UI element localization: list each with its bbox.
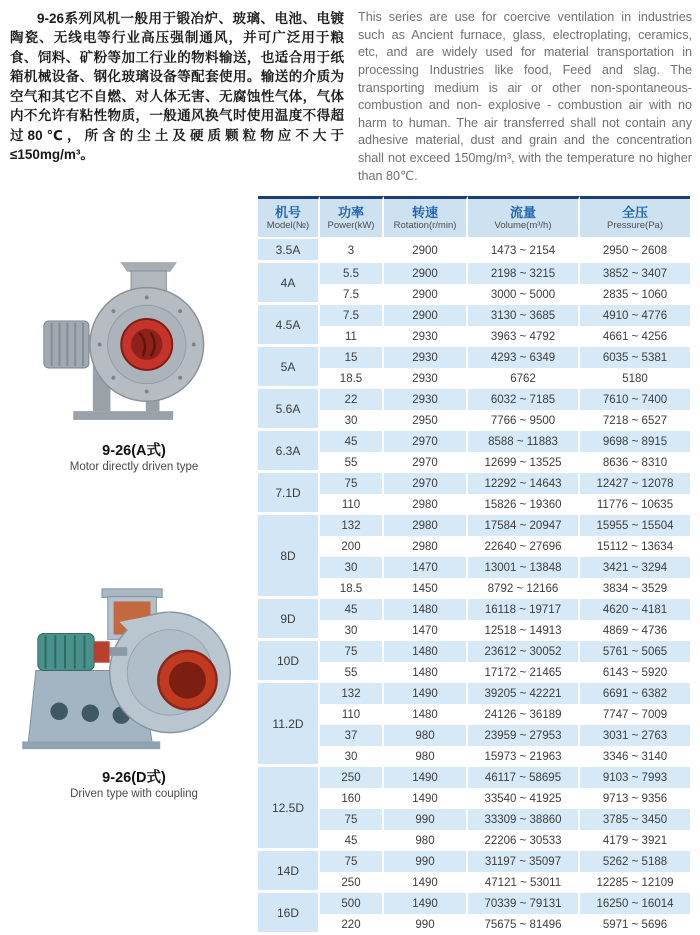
volume-cell: 15973 ~ 21963	[468, 746, 580, 767]
power-cell: 75	[320, 851, 384, 872]
model-cell: 3.5A	[258, 239, 320, 263]
table-row	[258, 515, 690, 536]
spec-table	[258, 196, 690, 935]
power-cell: 132	[320, 515, 384, 536]
figure-fan-a	[10, 256, 258, 473]
model-cell: 11.2D	[258, 683, 320, 767]
volume-cell: 31197 ~ 35097	[468, 851, 580, 872]
rotation-cell: 1490	[384, 767, 468, 788]
table-row	[258, 347, 690, 368]
model-cell: 6.3A	[258, 431, 320, 473]
model-cell: 14D	[258, 851, 320, 893]
rotation-cell: 2980	[384, 536, 468, 557]
pressure-cell: 5971 ~ 5696	[580, 914, 690, 935]
rotation-cell: 1480	[384, 704, 468, 725]
power-cell: 30	[320, 746, 384, 767]
fan-d-shaft	[110, 647, 127, 656]
model-cell: 4A	[258, 263, 320, 305]
pressure-cell: 4869 ~ 4736	[580, 620, 690, 641]
table-row	[258, 239, 690, 263]
pressure-cell: 3785 ~ 3450	[580, 809, 690, 830]
pressure-cell: 8636 ~ 8310	[580, 452, 690, 473]
pressure-cell: 3852 ~ 3407	[580, 263, 690, 284]
volume-cell: 22206 ~ 30533	[468, 830, 580, 851]
power-cell: 30	[320, 620, 384, 641]
model-cell: 12.5D	[258, 767, 320, 851]
table-row	[258, 620, 690, 641]
pressure-cell: 6143 ~ 5920	[580, 662, 690, 683]
col-header-volume: 流量 Volume(m³/h)	[468, 196, 580, 239]
spec-table-header	[258, 196, 690, 239]
power-cell: 37	[320, 725, 384, 746]
rotation-cell: 980	[384, 830, 468, 851]
power-cell: 75	[320, 473, 384, 494]
pressure-cell: 3834 ~ 3529	[580, 578, 690, 599]
rotation-cell: 1480	[384, 599, 468, 620]
pressure-cell: 9713 ~ 9356	[580, 788, 690, 809]
rotation-cell: 990	[384, 809, 468, 830]
table-row	[258, 851, 690, 872]
rotation-cell: 1470	[384, 557, 468, 578]
table-row	[258, 830, 690, 851]
table-row	[258, 431, 690, 452]
power-cell: 55	[320, 662, 384, 683]
pressure-cell: 3421 ~ 3294	[580, 557, 690, 578]
model-cell: 16D	[258, 893, 320, 935]
power-cell: 110	[320, 704, 384, 725]
volume-cell: 7766 ~ 9500	[468, 410, 580, 431]
figure-fan-d	[10, 583, 258, 800]
volume-cell: 33540 ~ 41925	[468, 788, 580, 809]
power-cell: 200	[320, 536, 384, 557]
power-cell: 75	[320, 641, 384, 662]
volume-cell: 22640 ~ 27696	[468, 536, 580, 557]
power-cell: 30	[320, 557, 384, 578]
volume-cell: 8792 ~ 12166	[468, 578, 580, 599]
pressure-cell: 3346 ~ 3140	[580, 746, 690, 767]
volume-cell: 13001 ~ 13848	[468, 557, 580, 578]
power-cell: 18.5	[320, 368, 384, 389]
rotation-cell: 1490	[384, 683, 468, 704]
fan-d-caption: 9-26(D式)	[102, 770, 166, 787]
rotation-cell: 2970	[384, 431, 468, 452]
fan-d-caption-en: Driven type with coupling	[70, 788, 198, 801]
col-header-pressure: 全压 Pressure(Pa)	[580, 196, 690, 239]
pressure-cell: 6035 ~ 5381	[580, 347, 690, 368]
table-row	[258, 704, 690, 725]
intro-section	[0, 0, 700, 185]
table-row	[258, 746, 690, 767]
table-row	[258, 872, 690, 893]
table-row	[258, 536, 690, 557]
table-row	[258, 788, 690, 809]
col-header-model: 机号 Model(№)	[258, 196, 320, 239]
rotation-cell: 2930	[384, 326, 468, 347]
pressure-cell: 7218 ~ 6527	[580, 410, 690, 431]
power-cell: 3	[320, 239, 384, 263]
volume-cell: 12292 ~ 14643	[468, 473, 580, 494]
table-row	[258, 914, 690, 935]
rotation-cell: 2970	[384, 473, 468, 494]
volume-cell: 17172 ~ 21465	[468, 662, 580, 683]
power-cell: 500	[320, 893, 384, 914]
volume-cell: 12518 ~ 14913	[468, 620, 580, 641]
table-row	[258, 578, 690, 599]
product-figures-column	[10, 196, 258, 935]
pressure-cell: 12285 ~ 12109	[580, 872, 690, 893]
col-header-power: 功率 Power(kW)	[320, 196, 384, 239]
table-row	[258, 641, 690, 662]
pressure-cell: 5180	[580, 368, 690, 389]
volume-cell: 6762	[468, 368, 580, 389]
table-row	[258, 284, 690, 305]
volume-cell: 33309 ~ 38860	[468, 809, 580, 830]
fan-d-inlet-hole	[169, 662, 206, 699]
rotation-cell: 1480	[384, 641, 468, 662]
volume-cell: 23612 ~ 30052	[468, 641, 580, 662]
pressure-cell: 9698 ~ 8915	[580, 431, 690, 452]
volume-cell: 16118 ~ 19717	[468, 599, 580, 620]
pressure-cell: 4661 ~ 4256	[580, 326, 690, 347]
volume-cell: 3000 ~ 5000	[468, 284, 580, 305]
power-cell: 45	[320, 830, 384, 851]
model-cell: 9D	[258, 599, 320, 641]
volume-cell: 6032 ~ 7185	[468, 389, 580, 410]
power-cell: 7.5	[320, 305, 384, 326]
pressure-cell: 6691 ~ 6382	[580, 683, 690, 704]
pressure-cell: 15112 ~ 13634	[580, 536, 690, 557]
table-row	[258, 767, 690, 788]
power-cell: 132	[320, 683, 384, 704]
rotation-cell: 2930	[384, 389, 468, 410]
rotation-cell: 1480	[384, 662, 468, 683]
rotation-cell: 1490	[384, 893, 468, 914]
table-row	[258, 683, 690, 704]
table-row	[258, 557, 690, 578]
volume-cell: 1473 ~ 2154	[468, 239, 580, 263]
rotation-cell: 2950	[384, 410, 468, 431]
volume-cell: 70339 ~ 79131	[468, 893, 580, 914]
pressure-cell: 16250 ~ 16014	[580, 893, 690, 914]
intro-paragraph-chinese: 9-26系列风机一般用于锻冶炉、玻璃、电池、电镀陶瓷、无线电等行业高压强制通风，并可广泛用于粮食、饲料、矿粉等加工行业的物料输送，也适合用于纸箱机械设备、钢化玻璃设备等配套使用。输送的介质为空气和其它不自燃、对人体无害、无腐蚀性气体，气体内不允许有粘性物质，一般通风换气时使用温度不得超过80℃，所含的尘土及硬质颗粒物应不大于≤150mg/m³。	[10, 11, 344, 163]
rotation-cell: 2900	[384, 284, 468, 305]
table-row	[258, 326, 690, 347]
rotation-cell: 1470	[384, 620, 468, 641]
pressure-cell: 5262 ~ 5188	[580, 851, 690, 872]
table-row	[258, 494, 690, 515]
pressure-cell: 7747 ~ 7009	[580, 704, 690, 725]
pressure-cell: 4179 ~ 3921	[580, 830, 690, 851]
spec-table-body	[258, 239, 690, 935]
volume-cell: 24126 ~ 36189	[468, 704, 580, 725]
power-cell: 7.5	[320, 284, 384, 305]
volume-cell: 17584 ~ 20947	[468, 515, 580, 536]
fan-d-base-skirt	[22, 742, 160, 750]
power-cell: 250	[320, 872, 384, 893]
power-cell: 160	[320, 788, 384, 809]
model-cell: 5A	[258, 347, 320, 389]
volume-cell: 39205 ~ 42221	[468, 683, 580, 704]
volume-cell: 4293 ~ 6349	[468, 347, 580, 368]
power-cell: 250	[320, 767, 384, 788]
power-cell: 15	[320, 347, 384, 368]
volume-cell: 3963 ~ 4792	[468, 326, 580, 347]
power-cell: 45	[320, 431, 384, 452]
intro-paragraph-english: This series are use for coercive ventilation in industries such as Ancient furnace, glass, electroplating, ceramics, etc, and are widely used for material transportation in processing Industries like food, Feed and slag. The transporting medium is air or other non-spontaneous-combustion and non- explosive - combustion air with no harm to human. The air transferred shall not contain any adhesive material, dust and grain and the concentration shall not exceed 150mg/m³, with the temperature no higher than 80℃.	[358, 10, 692, 183]
volume-cell: 75675 ~ 81496	[468, 914, 580, 935]
pressure-cell: 4910 ~ 4776	[580, 305, 690, 326]
volume-cell: 46117 ~ 58695	[468, 767, 580, 788]
volume-cell: 12699 ~ 13525	[468, 452, 580, 473]
pressure-cell: 15955 ~ 15504	[580, 515, 690, 536]
volume-cell: 23959 ~ 27953	[468, 725, 580, 746]
pressure-cell: 7610 ~ 7400	[580, 389, 690, 410]
model-cell: 7.1D	[258, 473, 320, 515]
rotation-cell: 980	[384, 746, 468, 767]
fan-a-inlet-hole	[131, 329, 162, 360]
rotation-cell: 980	[384, 725, 468, 746]
rotation-cell: 2900	[384, 263, 468, 284]
power-cell: 45	[320, 599, 384, 620]
fan-d-photo	[22, 583, 246, 755]
power-cell: 220	[320, 914, 384, 935]
power-cell: 30	[320, 410, 384, 431]
table-row	[258, 263, 690, 284]
table-row	[258, 725, 690, 746]
pressure-cell: 5761 ~ 5065	[580, 641, 690, 662]
table-row	[258, 473, 690, 494]
rotation-cell: 2930	[384, 347, 468, 368]
table-row	[258, 410, 690, 431]
pressure-cell: 12427 ~ 12078	[580, 473, 690, 494]
power-cell: 110	[320, 494, 384, 515]
volume-cell: 15826 ~ 19360	[468, 494, 580, 515]
rotation-cell: 1490	[384, 872, 468, 893]
rotation-cell: 2980	[384, 515, 468, 536]
pressure-cell: 4620 ~ 4181	[580, 599, 690, 620]
fan-a-base	[73, 411, 173, 420]
fan-a-caption-en: Motor directly driven type	[69, 461, 199, 474]
fan-a-outlet-flange	[120, 262, 177, 272]
volume-cell: 2198 ~ 3215	[468, 263, 580, 284]
pressure-cell: 9103 ~ 7993	[580, 767, 690, 788]
power-cell: 5.5	[320, 263, 384, 284]
model-cell: 5.6A	[258, 389, 320, 431]
model-cell: 4.5A	[258, 305, 320, 347]
model-cell: 8D	[258, 515, 320, 599]
volume-cell: 47121 ~ 53011	[468, 872, 580, 893]
col-header-rotation: 转速 Rotation(r/min)	[384, 196, 468, 239]
rotation-cell: 2900	[384, 305, 468, 326]
pressure-cell: 2950 ~ 2608	[580, 239, 690, 263]
table-row	[258, 599, 690, 620]
rotation-cell: 2930	[384, 368, 468, 389]
pressure-cell: 3031 ~ 2763	[580, 725, 690, 746]
table-row	[258, 368, 690, 389]
volume-cell: 3130 ~ 3685	[468, 305, 580, 326]
rotation-cell: 2980	[384, 494, 468, 515]
fan-d-coupling	[94, 642, 110, 663]
power-cell: 11	[320, 326, 384, 347]
model-cell: 10D	[258, 641, 320, 683]
rotation-cell: 990	[384, 914, 468, 935]
table-row	[258, 893, 690, 914]
fan-a-photo	[36, 256, 232, 428]
pressure-cell: 2835 ~ 1060	[580, 284, 690, 305]
rotation-cell: 2900	[384, 239, 468, 263]
table-row	[258, 662, 690, 683]
power-cell: 75	[320, 809, 384, 830]
fan-a-caption: 9-26(A式)	[102, 443, 166, 460]
table-row	[258, 809, 690, 830]
rotation-cell: 1450	[384, 578, 468, 599]
table-row	[258, 305, 690, 326]
main-section	[0, 196, 700, 935]
spec-table-wrap	[258, 196, 690, 935]
rotation-cell: 2970	[384, 452, 468, 473]
table-row	[258, 389, 690, 410]
rotation-cell: 990	[384, 851, 468, 872]
volume-cell: 8588 ~ 11883	[468, 431, 580, 452]
rotation-cell: 1490	[384, 788, 468, 809]
table-row	[258, 452, 690, 473]
power-cell: 55	[320, 452, 384, 473]
pressure-cell: 11776 ~ 10635	[580, 494, 690, 515]
power-cell: 18.5	[320, 578, 384, 599]
power-cell: 22	[320, 389, 384, 410]
